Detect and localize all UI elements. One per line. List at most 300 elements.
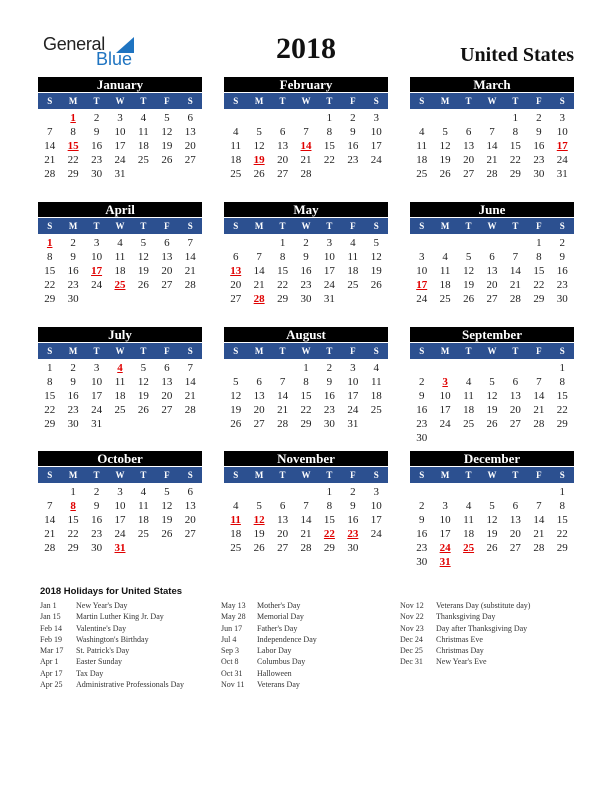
day-cell: 19 — [370, 265, 382, 277]
weekday-label: S — [187, 470, 193, 480]
day-cell: 21 — [533, 528, 545, 540]
holiday-name: Easter Sunday — [76, 657, 122, 667]
day-cell: 28 — [44, 168, 56, 180]
day-cell: 18 — [439, 279, 451, 291]
weekday-label: W — [115, 221, 125, 231]
day-cell: 19 — [137, 390, 149, 402]
day-cell: 26 — [137, 404, 149, 416]
day-cell: 27 — [277, 542, 289, 554]
day-cell: 30 — [347, 542, 359, 554]
day-cell: 7 — [187, 362, 194, 374]
day-cell: 3 — [93, 237, 100, 249]
day-cell: 9 — [303, 251, 309, 263]
weekday-label: T — [93, 346, 100, 356]
holiday-day-cell: 3 — [442, 376, 448, 388]
day-cell: 9 — [350, 126, 356, 138]
holidays-heading: 2018 Holidays for United States — [40, 586, 183, 597]
weekday-label: S — [233, 221, 239, 231]
day-cell: 8 — [326, 500, 333, 512]
day-cell: 8 — [326, 126, 333, 138]
empty-cell — [410, 111, 433, 125]
day-cell: 10 — [347, 376, 359, 388]
weekday-label: F — [164, 470, 170, 480]
day-cell: 30 — [556, 293, 568, 305]
day-cell: 30 — [300, 293, 312, 305]
day-cell: 2 — [418, 376, 425, 388]
day-cell: 13 — [486, 265, 498, 277]
weekday-label: T — [279, 470, 286, 480]
day-cell: 16 — [67, 390, 79, 402]
weekday-label: W — [487, 470, 497, 480]
day-cell: 16 — [300, 265, 312, 277]
weekday-label: W — [301, 96, 311, 106]
day-cell: 26 — [486, 542, 498, 554]
day-cell: 7 — [46, 126, 53, 138]
day-cell: 6 — [512, 500, 519, 512]
weekday-label: T — [465, 470, 472, 480]
day-cell: 25 — [463, 418, 475, 430]
holiday-day-cell: 4 — [117, 362, 123, 374]
holiday-name: Halloween — [257, 668, 292, 678]
weekday-header — [38, 343, 202, 359]
day-cell: 29 — [533, 293, 545, 305]
weekday-label: W — [115, 346, 125, 356]
holiday-date: Feb 14 — [40, 623, 62, 633]
day-grid — [410, 111, 574, 181]
day-cell: 22 — [509, 154, 521, 166]
day-cell: 12 — [137, 376, 149, 388]
day-cell: 16 — [323, 390, 335, 402]
holiday-date: Oct 31 — [221, 668, 243, 678]
day-cell: 23 — [91, 528, 103, 540]
empty-cell — [294, 485, 317, 499]
holiday-row — [40, 668, 184, 679]
day-cell: 21 — [44, 528, 56, 540]
holiday-date: Dec 25 — [400, 646, 423, 656]
holiday-date: May 13 — [221, 601, 246, 610]
day-cell: 5 — [140, 362, 147, 374]
day-cell: 1 — [303, 362, 309, 374]
holiday-row — [40, 645, 184, 656]
weekday-label: W — [301, 346, 311, 356]
holiday-day-cell: 17 — [91, 265, 103, 277]
day-cell: 23 — [91, 154, 103, 166]
holiday-row — [221, 668, 317, 679]
day-cell: 27 — [161, 404, 173, 416]
empty-cell — [457, 485, 480, 499]
day-cell: 4 — [232, 126, 239, 138]
day-cell: 20 — [277, 154, 289, 166]
weekday-label: T — [512, 221, 519, 231]
day-cell: 19 — [486, 528, 498, 540]
day-cell: 16 — [347, 514, 359, 526]
empty-cell — [480, 111, 503, 125]
day-cell: 9 — [93, 126, 100, 138]
empty-cell — [457, 236, 480, 250]
weekday-label: W — [487, 96, 497, 106]
day-cell: 23 — [67, 404, 79, 416]
day-cell: 22 — [556, 528, 568, 540]
day-cell: 18 — [416, 154, 428, 166]
day-cell: 9 — [418, 390, 425, 402]
day-cell: 29 — [67, 168, 79, 180]
holiday-name: Mother's Day — [257, 601, 301, 610]
holiday-row — [40, 634, 184, 645]
day-cell: 29 — [556, 542, 568, 554]
weekday-label: S — [419, 221, 425, 231]
day-cell: 1 — [326, 112, 333, 124]
day-cell: 27 — [509, 418, 521, 430]
holiday-day-cell: 23 — [347, 528, 359, 540]
weekday-label: F — [536, 221, 542, 231]
day-cell: 22 — [44, 279, 56, 291]
holiday-row — [221, 634, 317, 645]
day-grid — [38, 361, 202, 431]
weekday-label: S — [233, 470, 239, 480]
day-cell: 2 — [70, 237, 76, 249]
day-cell: 17 — [370, 514, 382, 526]
day-cell: 12 — [463, 265, 475, 277]
day-cell: 8 — [559, 376, 566, 388]
day-cell: 21 — [253, 279, 265, 291]
day-cell: 26 — [137, 279, 149, 291]
weekday-header — [38, 467, 202, 483]
day-cell: 19 — [486, 404, 498, 416]
day-cell: 5 — [442, 126, 448, 138]
empty-cell — [433, 485, 456, 499]
day-cell: 20 — [230, 279, 242, 291]
day-cell: 3 — [326, 237, 333, 249]
day-cell: 13 — [161, 251, 173, 263]
day-cell: 22 — [323, 154, 335, 166]
month-may — [224, 202, 388, 306]
holiday-name: St. Patrick's Day — [76, 646, 130, 656]
day-cell: 23 — [67, 279, 79, 291]
holiday-date: Mar 17 — [40, 646, 64, 656]
day-cell: 5 — [232, 376, 239, 388]
weekday-label: S — [233, 96, 239, 106]
day-cell: 19 — [439, 154, 451, 166]
holiday-column — [40, 600, 184, 690]
day-cell: 24 — [439, 418, 451, 430]
day-cell: 4 — [418, 126, 425, 138]
day-cell: 5 — [489, 376, 495, 388]
day-cell: 20 — [161, 265, 173, 277]
empty-cell — [410, 236, 433, 250]
holiday-day-cell: 8 — [70, 500, 76, 512]
day-cell: 29 — [300, 418, 312, 430]
day-cell: 16 — [416, 404, 428, 416]
weekday-label: M — [254, 346, 264, 356]
weekday-label: T — [465, 346, 472, 356]
day-cell: 18 — [463, 404, 475, 416]
day-cell: 10 — [91, 376, 103, 388]
weekday-label: S — [419, 96, 425, 106]
month-title: May — [224, 202, 388, 217]
weekday-label: M — [254, 470, 264, 480]
weekday-label: F — [350, 346, 356, 356]
day-cell: 22 — [67, 528, 79, 540]
day-cell: 30 — [67, 293, 79, 305]
day-cell: 24 — [91, 404, 103, 416]
weekday-label: M — [254, 221, 264, 231]
holiday-day-cell: 17 — [416, 279, 428, 291]
day-cell: 29 — [556, 418, 568, 430]
day-cell: 14 — [533, 390, 545, 402]
holiday-date: Jun 17 — [221, 623, 243, 633]
day-cell: 4 — [465, 376, 472, 388]
day-cell: 7 — [303, 126, 309, 138]
weekday-label: S — [47, 470, 53, 480]
day-cell: 22 — [277, 279, 289, 291]
day-cell: 6 — [164, 237, 170, 249]
day-cell: 13 — [161, 376, 173, 388]
weekday-label: S — [559, 470, 565, 480]
month-october — [38, 451, 202, 555]
day-cell: 7 — [536, 500, 542, 512]
weekday-label: T — [93, 470, 100, 480]
weekday-label: T — [140, 96, 147, 106]
day-cell: 28 — [44, 542, 56, 554]
holiday-date: Jul 4 — [221, 634, 237, 644]
day-cell: 16 — [91, 514, 103, 526]
day-cell: 5 — [465, 251, 472, 263]
day-cell: 7 — [46, 500, 53, 512]
day-cell: 24 — [416, 293, 428, 305]
day-grid — [410, 236, 574, 306]
weekday-label: T — [279, 96, 286, 106]
day-cell: 17 — [114, 514, 126, 526]
holiday-name: Memorial Day — [257, 612, 304, 622]
holiday-row — [400, 611, 530, 622]
day-cell: 25 — [370, 404, 382, 416]
logo-text-blue: Blue — [96, 49, 133, 69]
weekday-label: S — [373, 96, 379, 106]
month-september — [410, 327, 574, 445]
weekday-label: T — [465, 221, 472, 231]
weekday-label: M — [440, 221, 450, 231]
day-cell: 24 — [556, 154, 568, 166]
weekday-label: T — [512, 346, 519, 356]
day-cell: 26 — [370, 279, 382, 291]
day-cell: 5 — [164, 486, 170, 498]
weekday-label: S — [373, 221, 379, 231]
weekday-label: T — [326, 470, 333, 480]
day-cell: 11 — [138, 126, 149, 138]
holiday-row — [221, 656, 317, 667]
day-cell: 12 — [370, 251, 382, 263]
day-cell: 14 — [44, 514, 56, 526]
day-grid — [38, 236, 202, 306]
weekday-label: T — [279, 221, 286, 231]
day-cell: 18 — [347, 265, 359, 277]
day-cell: 25 — [137, 154, 149, 166]
country-title: United States — [460, 44, 574, 66]
weekday-label: F — [164, 96, 170, 106]
day-cell: 18 — [114, 390, 126, 402]
empty-cell — [224, 111, 247, 125]
day-cell: 21 — [300, 154, 312, 166]
day-cell: 23 — [323, 404, 335, 416]
month-title: January — [38, 77, 202, 92]
weekday-label: M — [254, 96, 264, 106]
day-cell: 17 — [439, 528, 451, 540]
day-cell: 10 — [323, 251, 335, 263]
day-cell: 20 — [463, 154, 475, 166]
day-cell: 21 — [533, 404, 545, 416]
weekday-label: T — [140, 470, 147, 480]
day-cell: 29 — [44, 418, 56, 430]
day-cell: 20 — [277, 528, 289, 540]
day-cell: 16 — [416, 528, 428, 540]
day-cell: 20 — [161, 390, 173, 402]
weekday-label: S — [187, 346, 193, 356]
day-cell: 15 — [44, 390, 56, 402]
day-cell: 3 — [373, 486, 380, 498]
holiday-name: Columbus Day — [257, 657, 306, 667]
holiday-date: Sep 3 — [221, 646, 239, 656]
day-cell: 26 — [486, 418, 498, 430]
day-cell: 17 — [439, 404, 451, 416]
empty-cell — [224, 236, 247, 250]
day-cell: 22 — [533, 279, 545, 291]
day-cell: 15 — [67, 514, 79, 526]
holiday-name: Veterans Day (substitute day) — [436, 601, 531, 610]
day-cell: 12 — [439, 140, 451, 152]
weekday-header — [38, 93, 202, 109]
day-cell: 23 — [556, 279, 568, 291]
day-cell: 8 — [70, 126, 76, 138]
day-cell: 7 — [279, 376, 286, 388]
day-cell: 12 — [137, 251, 149, 263]
weekday-label: W — [115, 470, 125, 480]
day-cell: 4 — [117, 237, 123, 249]
day-cell: 15 — [509, 140, 521, 152]
day-cell: 7 — [512, 251, 519, 263]
day-cell: 28 — [300, 542, 312, 554]
empty-cell — [247, 485, 270, 499]
day-cell: 15 — [556, 390, 568, 402]
day-grid — [410, 485, 574, 569]
day-grid — [224, 236, 388, 306]
day-cell: 11 — [463, 390, 474, 402]
day-cell: 21 — [300, 528, 312, 540]
day-cell: 21 — [184, 265, 196, 277]
weekday-label: T — [93, 96, 100, 106]
weekday-label: T — [465, 96, 472, 106]
day-cell: 19 — [463, 279, 475, 291]
day-cell: 18 — [370, 390, 382, 402]
day-cell: 27 — [253, 418, 265, 430]
day-cell: 27 — [230, 293, 242, 305]
month-title: August — [224, 327, 388, 342]
weekday-label: F — [164, 346, 170, 356]
holiday-row — [40, 611, 184, 622]
day-cell: 29 — [277, 293, 289, 305]
holiday-row — [400, 645, 530, 656]
weekday-label: M — [68, 96, 78, 106]
day-cell: 7 — [256, 251, 262, 263]
day-cell: 27 — [277, 168, 289, 180]
weekday-label: T — [326, 221, 333, 231]
day-cell: 11 — [439, 265, 451, 277]
holiday-date: Nov 11 — [221, 680, 245, 690]
month-august — [224, 327, 388, 431]
day-cell: 18 — [230, 154, 242, 166]
empty-cell — [504, 361, 527, 375]
day-cell: 1 — [559, 362, 566, 374]
holiday-day-cell: 1 — [70, 112, 76, 124]
holiday-column — [221, 600, 317, 690]
holiday-row — [221, 679, 317, 690]
day-cell: 2 — [350, 112, 356, 124]
day-cell: 11 — [138, 500, 149, 512]
day-cell: 4 — [373, 362, 380, 374]
day-cell: 9 — [70, 376, 76, 388]
day-cell: 14 — [509, 265, 521, 277]
day-cell: 17 — [323, 265, 335, 277]
empty-cell — [247, 361, 270, 375]
holiday-date: Apr 17 — [40, 668, 63, 678]
day-cell: 15 — [277, 265, 289, 277]
weekday-header — [410, 218, 574, 234]
holiday-date: Jan 15 — [40, 612, 61, 622]
day-cell: 11 — [463, 514, 474, 526]
day-cell: 10 — [370, 126, 382, 138]
weekday-header — [224, 343, 388, 359]
day-cell: 18 — [230, 528, 242, 540]
holiday-row — [400, 623, 530, 634]
day-cell: 4 — [140, 486, 147, 498]
day-cell: 2 — [326, 362, 333, 374]
holiday-name: Christmas Eve — [436, 634, 483, 644]
day-cell: 26 — [439, 168, 451, 180]
month-title: March — [410, 77, 574, 92]
day-cell: 6 — [512, 376, 519, 388]
day-cell: 3 — [117, 112, 123, 124]
empty-cell — [457, 111, 480, 125]
day-cell: 18 — [114, 265, 126, 277]
holiday-day-cell: 13 — [230, 265, 242, 277]
day-cell: 19 — [253, 528, 265, 540]
day-cell: 15 — [323, 140, 335, 152]
day-cell: 23 — [533, 154, 545, 166]
weekday-label: S — [559, 221, 565, 231]
day-cell: 9 — [70, 251, 76, 263]
day-cell: 22 — [67, 154, 79, 166]
weekday-label: T — [326, 346, 333, 356]
day-cell: 9 — [559, 251, 566, 263]
day-cell: 22 — [556, 404, 568, 416]
day-cell: 19 — [230, 404, 242, 416]
day-cell: 27 — [463, 168, 475, 180]
holiday-day-cell: 14 — [300, 140, 312, 152]
weekday-label: T — [140, 221, 147, 231]
year-title: 2018 — [276, 32, 336, 65]
holiday-name: New Year's Eve — [436, 657, 487, 667]
month-title: October — [38, 451, 202, 466]
day-cell: 21 — [277, 404, 289, 416]
holiday-day-cell: 31 — [439, 556, 451, 568]
month-title: December — [410, 451, 574, 466]
day-cell: 30 — [67, 418, 79, 430]
day-grid — [38, 485, 202, 555]
day-cell: 11 — [114, 251, 126, 263]
day-cell: 12 — [253, 140, 265, 152]
day-cell: 19 — [161, 140, 173, 152]
day-cell: 24 — [323, 279, 335, 291]
day-cell: 6 — [279, 126, 286, 138]
